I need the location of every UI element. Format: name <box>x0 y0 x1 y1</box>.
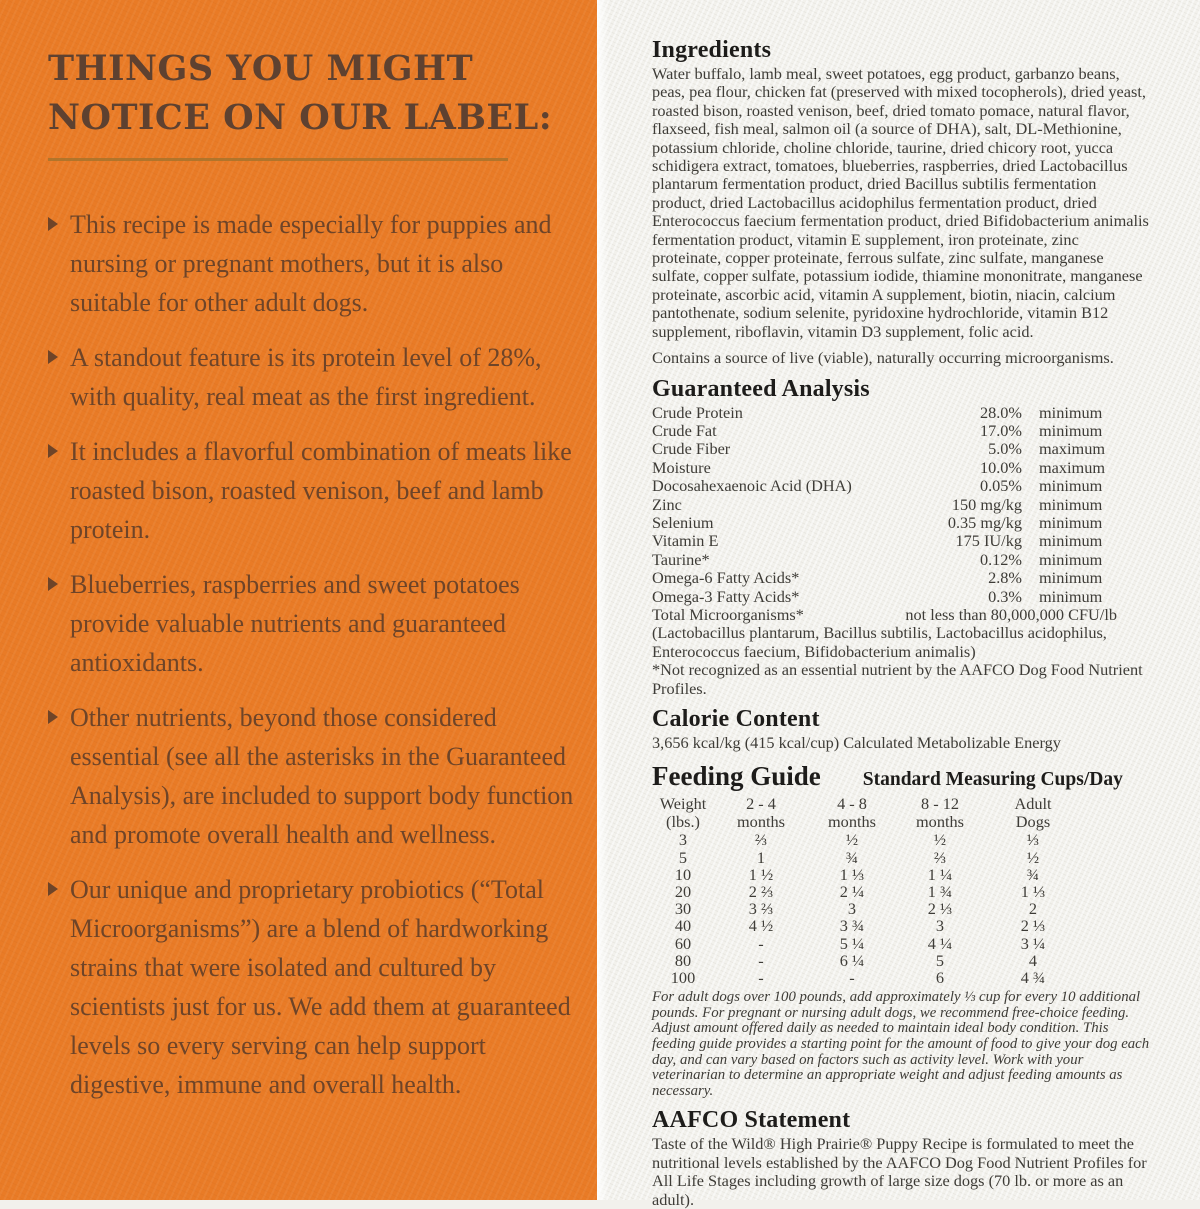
feeding-guide-cell: 5 <box>935 950 945 970</box>
analysis-row <box>652 459 1127 477</box>
feeding-guide-cell: 1 ⅓ <box>1020 882 1046 902</box>
feeding-guide-cell: ⅓ <box>1026 830 1040 850</box>
analysis-row <box>652 440 1127 458</box>
analysis-value: 0.05% <box>979 476 1022 496</box>
feeding-guide-cell: 3 <box>678 830 688 850</box>
feeding-guide-column-header <box>714 795 808 831</box>
analysis-value: 0.12% <box>979 549 1022 569</box>
analysis-nutrient: Taurine* <box>652 549 710 569</box>
left-orange-panel <box>0 0 597 1200</box>
ingredients-text: Water buffalo, lamb meal, sweet potatoes, egg product, garbanzo beans, peas, pea flour, chicken fat (preserved with mixed tocopherols), dried yeast, roasted bison, roasted venison, beef, dried tomato pomace, natural flavor, flaxseed, fish meal, salmon oil (a source of DHA), salt, DL-Methionine, potassium chloride, choline chloride, taurine, dried chicory root, yucca schidigera extract, tomatoes, blueberries, raspberries, dried Lactobacillus plantarum fermentation product, dried Bacillus subtilis fermentation product, dried Lactobacillus acidophilus fermentation product, dried Enterococcus faecium fermentation product, dried Bifidobacterium animalis fermentation product, vitamin E supplement, iron proteinate, zinc proteinate, copper proteinate, ferrous sulfate, zinc sulfate, manganese sulfate, copper sulfate, potassium iodide, thiamine mononitrate, manganese proteinate, ascorbic acid, vitamin A supplement, biotin, niacin, calcium pantothenate, sodium selenite, pyridoxine hydrochloride, vitamin B12 supplement, riboflavin, vitamin D3 supplement, folic acid. <box>652 64 1149 341</box>
label-note-text: Our unique and proprietary probiotics (“Total Microorganisms”) are a blend of hardworking strains that were isolated and cultured by scientists just for us. We add them at guaranteed levels so every serving can help support digestive, immune and overall health. <box>70 875 571 1099</box>
feeding-guide-column-header-line1: 4 - 8 <box>837 794 867 814</box>
analysis-value: 2.8% <box>988 568 1022 588</box>
feeding-guide-cell: - <box>758 968 764 988</box>
label-note-item <box>48 338 575 416</box>
feeding-guide-footnote: For adult dogs over 100 pounds, add approximately ⅓ cup for every 10 additional pounds. For pregnant or nursing adult dogs, we recommend free-choice feeding. Adjust amount offered daily as needed to maintain ideal body condition. This feeding guide provides a starting point for the amount of food to give your dog each day, and can vary based on factors such as activity level. Work with your veterinarian to determine an appropriate weight and adjust feeding amounts as necessary. <box>652 989 1150 1099</box>
feeding-guide-column-header-line1: 2 - 4 <box>746 794 776 814</box>
feeding-guide-column-headers <box>652 795 1150 831</box>
analysis-nutrient: Crude Protein <box>652 402 743 422</box>
label-notes-list <box>48 205 575 1104</box>
analysis-row <box>652 551 1127 569</box>
feeding-guide-column-header <box>896 795 984 831</box>
label-note-item <box>48 205 575 322</box>
feeding-guide-heading: Feeding Guide <box>652 761 821 792</box>
analysis-nutrient: Vitamin E <box>652 531 719 551</box>
ingredients-heading: Ingredients <box>652 37 772 63</box>
feeding-guide-row <box>652 883 1150 900</box>
feeding-guide-cell: - <box>849 968 855 988</box>
label-note-text: It includes a flavorful combination of meats like roasted bison, roasted venison, beef and lamb protein. <box>70 437 572 544</box>
feeding-guide-column-header-line1: Weight <box>659 794 707 814</box>
feeding-guide-cell: 3 ¼ <box>1020 933 1046 953</box>
analysis-qualifier: minimum <box>1039 568 1103 588</box>
analysis-row <box>652 477 1127 495</box>
feeding-guide-cell: ¾ <box>845 847 859 867</box>
aafco-statement-text: Taste of the Wild® High Prairie® Puppy Recipe is formulated to meet the nutritional levels established by the AAFCO Dog Food Nutrient Profiles for All Life Stages including growth of large size dogs (70 lb. or more as an adult). <box>652 1134 1147 1209</box>
feeding-guide-cell: 3 ¾ <box>839 916 865 936</box>
asterisk-footnote: *Not recognized as an essential nutrient by the AAFCO Dog Food Nutrient Profiles. <box>652 660 1143 698</box>
analysis-value: 10.0% <box>979 457 1022 477</box>
feeding-guide-row <box>652 917 1150 934</box>
feeding-guide-column-header <box>808 795 896 831</box>
feeding-guide-cell: 30 <box>674 899 692 919</box>
label-note-item <box>48 870 575 1104</box>
feeding-guide-cell: 3 <box>935 916 945 936</box>
analysis-value: 0.3% <box>988 586 1022 606</box>
feeding-guide-cell: 4 <box>1028 950 1038 970</box>
analysis-nutrient: Docosahexaenoic Acid (DHA) <box>652 476 852 496</box>
feeding-guide-cell: 10 <box>674 864 692 884</box>
feeding-guide-cell: 2 ⅔ <box>748 882 774 902</box>
aafco-statement-heading: AAFCO Statement <box>652 1107 851 1134</box>
feeding-guide-cell: 1 ¾ <box>927 882 953 902</box>
feeding-guide-cell: 5 ¼ <box>839 933 865 953</box>
feeding-guide-column-header-line2: (lbs.) <box>666 812 700 832</box>
analysis-row <box>652 422 1127 440</box>
feeding-guide-cell: 4 ¾ <box>1020 968 1046 988</box>
triangle-bullet-icon <box>48 882 58 896</box>
label-note-text: Blueberries, raspberries and sweet potatoes provide valuable nutrients and guaranteed antioxidants. <box>70 570 520 677</box>
analysis-qualifier: minimum <box>1039 549 1103 569</box>
analysis-nutrient: Moisture <box>652 457 711 477</box>
total-microorganisms-value: not less than 80,000,000 CFU/lb <box>905 604 1117 624</box>
feeding-guide-row <box>652 866 1150 883</box>
analysis-row <box>652 532 1127 550</box>
analysis-value: 150 mg/kg <box>951 494 1022 514</box>
triangle-bullet-icon <box>48 350 58 364</box>
feeding-guide-cell: - <box>758 950 764 970</box>
feeding-guide-header-bar <box>652 761 1150 792</box>
feeding-guide-cell: 6 <box>935 968 945 988</box>
feeding-guide-cell: 6 ¼ <box>839 950 865 970</box>
feeding-guide-cell: ⅔ <box>754 830 768 850</box>
feeding-guide-cell: 2 ¼ <box>839 882 865 902</box>
calorie-content-text: 3,656 kcal/kg (415 kcal/cup) Calculated Metabolizable Energy <box>652 733 1061 752</box>
analysis-value: 175 IU/kg <box>955 531 1022 551</box>
feeding-guide-row <box>652 935 1150 952</box>
measuring-cups-subheading: Standard Measuring Cups/Day <box>862 769 1123 791</box>
label-info-panel <box>597 0 1200 1209</box>
feeding-guide-cell: 2 <box>1028 899 1038 919</box>
feeding-guide-cell: 2 ⅓ <box>927 899 953 919</box>
feeding-guide-cell: 40 <box>674 916 692 936</box>
triangle-bullet-icon <box>48 217 58 231</box>
feeding-guide-column-header <box>652 795 714 831</box>
feeding-guide-row <box>652 900 1150 917</box>
analysis-row <box>652 514 1127 532</box>
feeding-guide-row <box>652 849 1150 866</box>
feeding-guide-cell: ⅔ <box>933 847 947 867</box>
feeding-guide-cell: 60 <box>674 933 692 953</box>
feeding-guide-cell: 2 ⅓ <box>1020 916 1046 936</box>
feeding-guide-column-header-line1: 8 - 12 <box>921 794 959 814</box>
analysis-nutrient: Omega-6 Fatty Acids* <box>652 568 800 588</box>
label-note-item <box>48 698 575 854</box>
heading-divider <box>48 158 508 161</box>
feeding-guide-cell: 3 <box>847 899 857 919</box>
label-note-text: This recipe is made especially for puppies and nursing or pregnant mothers, but it is also suitable for other adult dogs. <box>70 210 552 317</box>
analysis-value: 5.0% <box>988 439 1022 459</box>
analysis-qualifier: minimum <box>1039 402 1103 422</box>
feeding-guide-cell: ½ <box>933 830 947 850</box>
label-note-item <box>48 432 575 549</box>
total-microorganisms-label: Total Microorganisms* <box>652 604 804 624</box>
left-panel-heading <box>48 44 575 142</box>
triangle-bullet-icon <box>48 444 58 458</box>
feeding-guide-cell: 100 <box>670 968 696 988</box>
analysis-row <box>652 404 1127 422</box>
left-heading-line1: THINGS YOU MIGHT <box>48 48 474 89</box>
triangle-bullet-icon <box>48 710 58 724</box>
analysis-value: 17.0% <box>979 420 1022 440</box>
analysis-row <box>652 588 1127 606</box>
feeding-guide-column-header-line2: Dogs <box>1015 812 1051 832</box>
analysis-qualifier: minimum <box>1039 476 1103 496</box>
feeding-guide-row <box>652 831 1150 848</box>
analysis-qualifier: minimum <box>1039 512 1103 532</box>
analysis-qualifier: minimum <box>1039 586 1103 606</box>
analysis-nutrient: Zinc <box>652 494 682 514</box>
calorie-content-heading: Calorie Content <box>652 706 820 732</box>
feeding-guide-column-header-line2: months <box>828 812 876 832</box>
feeding-guide-cell: 1 ⅓ <box>839 864 865 884</box>
guaranteed-analysis-rows <box>652 404 1127 606</box>
feeding-guide-cell: ½ <box>845 830 859 850</box>
feeding-guide-row <box>652 952 1150 969</box>
left-heading-line2: NOTICE ON OUR LABEL: <box>48 97 553 138</box>
analysis-nutrient: Crude Fat <box>652 420 717 440</box>
analysis-qualifier: minimum <box>1039 531 1103 551</box>
analysis-nutrient: Crude Fiber <box>652 439 731 459</box>
analysis-row <box>652 569 1127 587</box>
feeding-guide-cell: 20 <box>674 882 692 902</box>
analysis-value: 0.35 mg/kg <box>947 512 1022 532</box>
label-note-item <box>48 565 575 682</box>
feeding-guide-column-header-line1: Adult <box>1014 794 1052 814</box>
analysis-value: 28.0% <box>979 402 1022 422</box>
feeding-guide-cell: ¾ <box>1026 864 1040 884</box>
analysis-qualifier: minimum <box>1039 420 1103 440</box>
feeding-guide-rows <box>652 831 1150 986</box>
feeding-guide-cell: 1 ¼ <box>927 864 953 884</box>
feeding-guide-cell: - <box>758 933 764 953</box>
feeding-guide-cell: 5 <box>678 847 688 867</box>
feeding-guide-column-header-line2: months <box>916 812 964 832</box>
analysis-qualifier: maximum <box>1039 457 1106 477</box>
triangle-bullet-icon <box>48 577 58 591</box>
total-microorganisms-row <box>652 606 1127 624</box>
analysis-nutrient: Omega-3 Fatty Acids* <box>652 586 800 606</box>
feeding-guide-row <box>652 969 1150 986</box>
feeding-guide-cell: 1 <box>756 847 766 867</box>
probiotic-species-note: (Lactobacillus plantarum, Bacillus subtilis, Lactobacillus acidophilus, Enterococcus faecium, Bifidobacterium animalis) <box>652 623 1107 661</box>
feeding-guide-cell: ½ <box>1026 847 1040 867</box>
feeding-guide-cell: 1 ½ <box>748 864 774 884</box>
analysis-qualifier: minimum <box>1039 494 1103 514</box>
live-microorganisms-note: Contains a source of live (viable), naturally occurring microorganisms. <box>652 348 1114 368</box>
analysis-qualifier: maximum <box>1039 439 1106 459</box>
feeding-guide-column-header <box>984 795 1082 831</box>
guaranteed-analysis-heading: Guaranteed Analysis <box>652 375 870 402</box>
analysis-nutrient: Selenium <box>652 512 714 532</box>
label-note-text: A standout feature is its protein level of 28%, with quality, real meat as the first ingredient. <box>70 343 542 411</box>
feeding-guide-cell: 80 <box>674 950 692 970</box>
feeding-guide-column-header-line2: months <box>737 812 785 832</box>
feeding-guide-cell: 4 ¼ <box>927 933 953 953</box>
analysis-row <box>652 496 1127 514</box>
label-note-text: Other nutrients, beyond those considered essential (see all the asterisks in the Guaranteed Analysis), are included to support body function and promote overall health and wellness. <box>70 703 574 849</box>
feeding-guide-cell: 4 ½ <box>748 916 774 936</box>
feeding-guide-cell: 3 ⅔ <box>748 899 774 919</box>
